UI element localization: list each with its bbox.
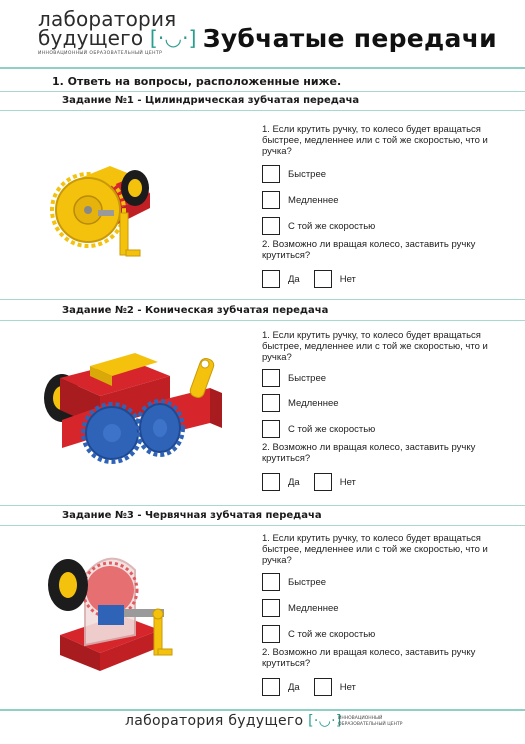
- option-label: Медленнее: [288, 602, 339, 614]
- task-3-question-2: 2. Возможно ли вращая колесо, заставить ручку крутиться?: [262, 647, 476, 669]
- task-1-yes-no: [262, 269, 502, 289]
- task-1-checkbox-slower[interactable]: [262, 191, 280, 209]
- task-3-option-slower[interactable]: [262, 598, 502, 618]
- task-2-question-1: 1. Если крутить ручку, то колесо будет вращаться быстрее, медленнее или с той же скоростью, что и ручка?: [262, 330, 488, 363]
- task-1-divider: [0, 110, 525, 111]
- task-3-option-faster[interactable]: [262, 572, 502, 592]
- yes-label: Да: [288, 476, 300, 488]
- task-1-checkbox-yes[interactable]: [262, 270, 280, 288]
- yes-label: Да: [288, 681, 300, 693]
- task-1-question-1: 1. Если крутить ручку, то колесо будет вращаться быстрее, медленнее или с той же скоростью, что и ручка?: [262, 124, 488, 157]
- task-1-checkbox-faster[interactable]: [262, 165, 280, 183]
- option-label: С той же скоростью: [288, 628, 376, 640]
- task-3-checkbox-no[interactable]: [314, 678, 332, 696]
- option-label: Быстрее: [288, 168, 327, 180]
- task-3-checkbox-faster[interactable]: [262, 573, 280, 591]
- option-label: С той же скоростью: [288, 220, 376, 232]
- logo-line-2: будущего: [38, 26, 144, 50]
- no-label: Нет: [339, 476, 356, 488]
- task-1-bottom-divider: [0, 299, 525, 300]
- brand-logo: [38, 7, 197, 56]
- page-header: [0, 0, 525, 70]
- task-3-checkbox-same[interactable]: [262, 625, 280, 643]
- task-3-yes-no: [262, 677, 502, 697]
- task-2-questions: [262, 330, 502, 492]
- logo-line-1: лаборатория: [38, 7, 177, 31]
- task-3-option-same[interactable]: [262, 624, 502, 644]
- task-1-option-slower[interactable]: [262, 190, 502, 210]
- option-label: Медленнее: [288, 397, 339, 409]
- task-2-divider: [0, 320, 525, 321]
- task-2-checkbox-slower[interactable]: [262, 394, 280, 412]
- yes-label: Да: [288, 273, 300, 285]
- task-2-option-faster[interactable]: [262, 368, 502, 388]
- logo-tagline: ИННОВАЦИОННЫЙ ОБРАЗОВАТЕЛЬНЫЙ ЦЕНТР: [38, 51, 163, 56]
- task-1-title: Задание №1 - Цилиндрическая зубчатая передача: [62, 95, 360, 106]
- intro-instruction: 1. Ответь на вопросы, расположенные ниже.: [52, 75, 342, 88]
- task-2-bottom-divider: [0, 505, 525, 506]
- task-1-question-2: 2. Возможно ли вращая колесо, заставить ручку крутиться?: [262, 239, 476, 261]
- task-2-yes-no: [262, 472, 502, 492]
- option-label: Медленнее: [288, 194, 339, 206]
- task-2-bevel-gear-model-image: [40, 348, 240, 468]
- task-3-worm-gear-model-image: [40, 545, 180, 675]
- header-divider: [0, 67, 525, 69]
- task-1-checkbox-no[interactable]: [314, 270, 332, 288]
- task-1-option-same[interactable]: [262, 216, 502, 236]
- task-2-checkbox-yes[interactable]: [262, 473, 280, 491]
- task-3-questions: [262, 533, 502, 697]
- task-1-option-faster[interactable]: [262, 164, 502, 184]
- task-2-checkbox-faster[interactable]: [262, 369, 280, 387]
- footer-logo-smile: [·◡·]: [308, 713, 342, 729]
- page-title: Зубчатые передачи: [202, 24, 497, 53]
- task-3-question-1: 1. Если крутить ручку, то колесо будет вращаться быстрее, медленнее или с той же скоростью, что и ручка?: [262, 533, 488, 566]
- page-footer: [0, 710, 525, 744]
- task-3-title: Задание №3 - Червячная зубчатая передача: [62, 510, 322, 521]
- option-label: Быстрее: [288, 372, 327, 384]
- task-2-option-slower[interactable]: [262, 393, 502, 413]
- footer-logo: [125, 713, 342, 729]
- logo-smile: [·◡·]: [149, 26, 197, 50]
- task-3-divider: [0, 525, 525, 526]
- option-label: Быстрее: [288, 576, 327, 588]
- task-1-spur-gear-model-image: [40, 138, 160, 268]
- task-3-checkbox-yes[interactable]: [262, 678, 280, 696]
- task-2-checkbox-same[interactable]: [262, 420, 280, 438]
- no-label: Нет: [339, 273, 356, 285]
- option-label: С той же скоростью: [288, 423, 376, 435]
- task-2-checkbox-no[interactable]: [314, 473, 332, 491]
- task-1-questions: [262, 124, 502, 289]
- task-2-question-2: 2. Возможно ли вращая колесо, заставить ручку крутиться?: [262, 442, 476, 464]
- no-label: Нет: [339, 681, 356, 693]
- footer-tagline: ИННОВАЦИОННЫЙ ОБРАЗОВАТЕЛЬНЫЙ ЦЕНТР: [338, 716, 403, 727]
- footer-logo-text: лаборатория будущего: [125, 713, 304, 729]
- task-2-title: Задание №2 - Коническая зубчатая передача: [62, 305, 329, 316]
- task-2-option-same[interactable]: [262, 419, 502, 439]
- intro-divider: [0, 91, 525, 92]
- task-3-checkbox-slower[interactable]: [262, 599, 280, 617]
- task-1-checkbox-same[interactable]: [262, 217, 280, 235]
